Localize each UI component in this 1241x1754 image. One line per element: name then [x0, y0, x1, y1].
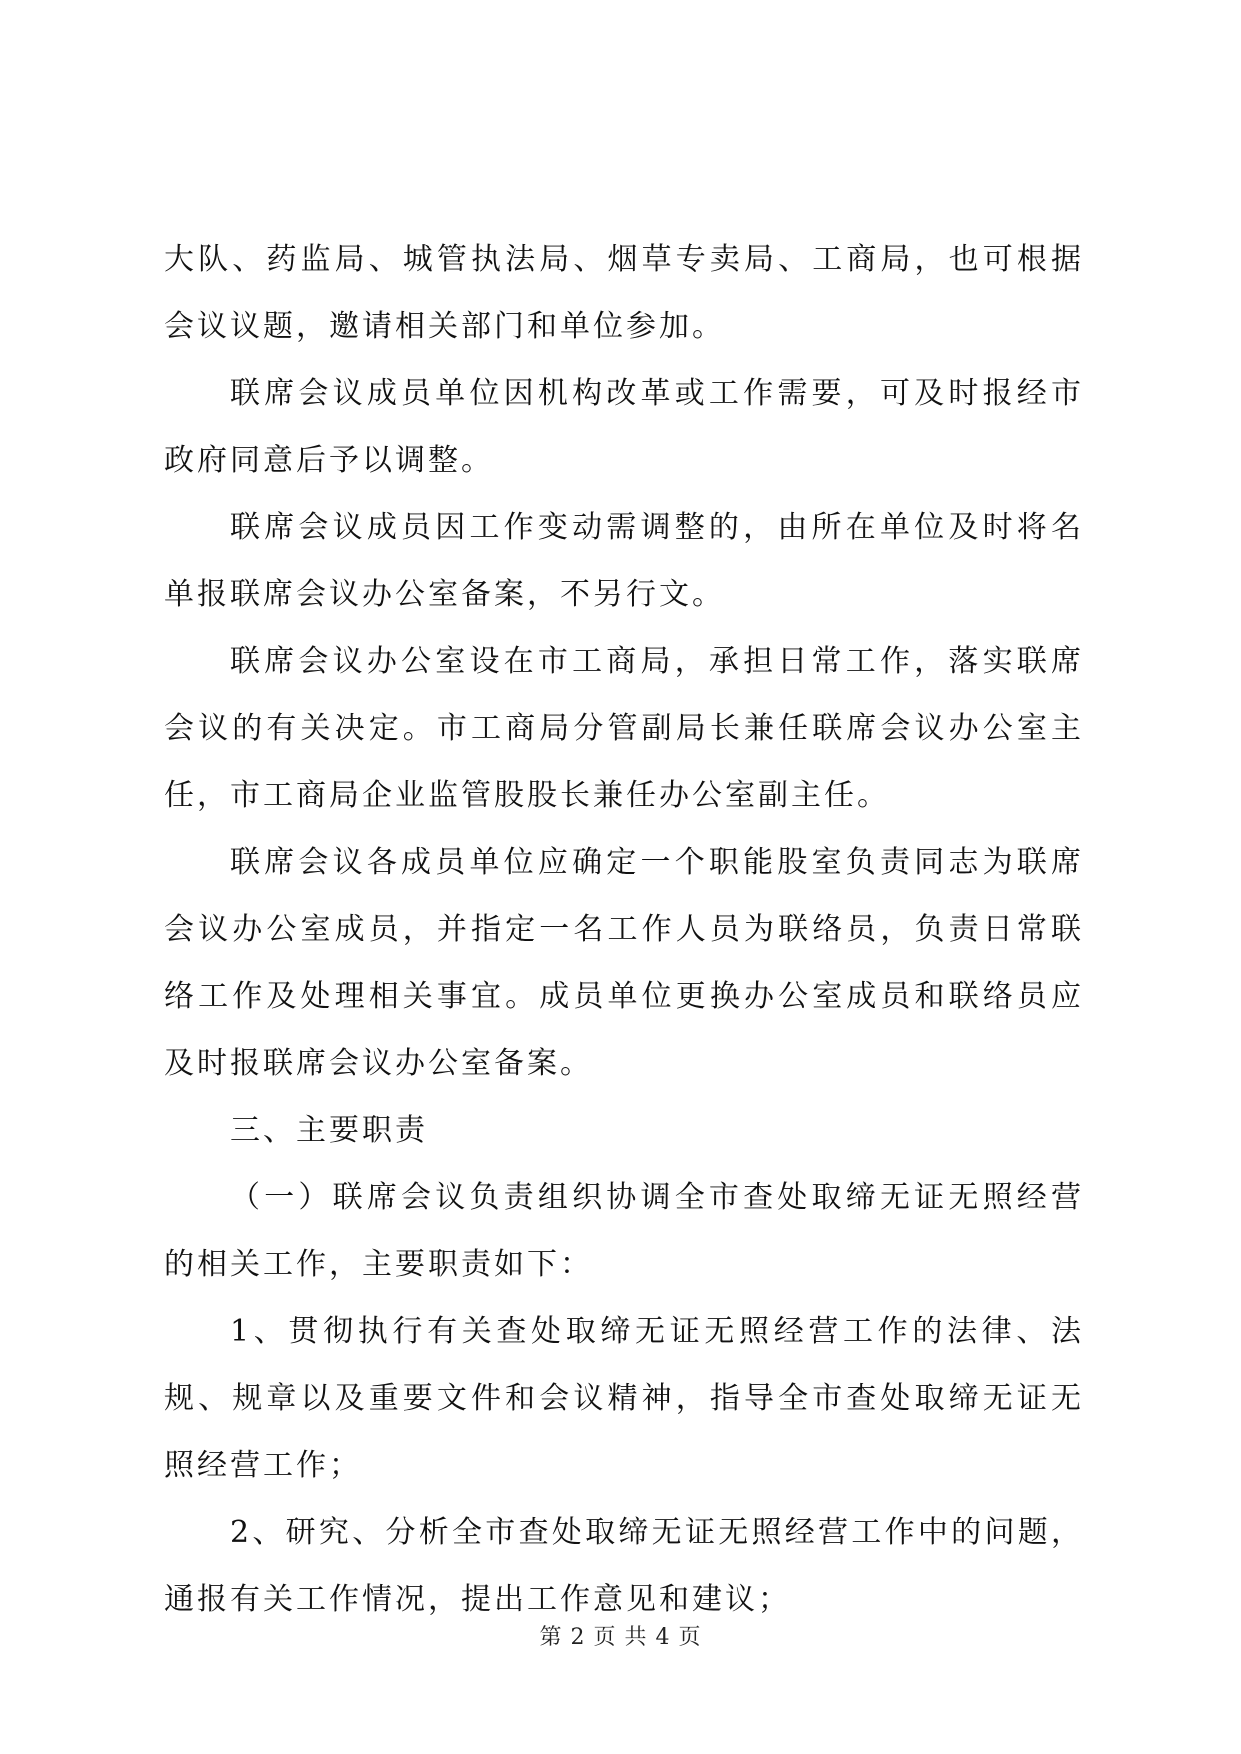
- paragraph-7: （一）联席会议负责组织协调全市查处取缔无证无照经营的相关工作，主要职责如下：: [164, 1180, 1084, 1282]
- paragraph-9: 2、研究、分析全市查处取缔无证无照经营工作中的问题，通报有关工作情况，提出工作意见和建议；: [164, 1515, 1084, 1617]
- paragraph-2: 联席会议成员单位因机构改革或工作需要，可及时报经市政府同意后予以调整。: [164, 376, 1084, 478]
- document-body: [164, 226, 1084, 1633]
- section-heading-main-duties: 三、主要职责: [230, 1113, 428, 1148]
- paragraph-5: 联席会议各成员单位应确定一个职能股室负责同志为联席会议办公室成员，并指定一名工作人员为联络员，负责日常联络工作及处理相关事宜。成员单位更换办公室成员和联络员应及时报联席会议办公室备案。: [164, 845, 1084, 1081]
- paragraph-8: 1、贯彻执行有关查处取缔无证无照经营工作的法律、法规、规章以及重要文件和会议精神，指导全市查处取缔无证无照经营工作；: [164, 1314, 1084, 1483]
- paragraph-4: 联席会议办公室设在市工商局，承担日常工作，落实联席会议的有关决定。市工商局分管副局长兼任联席会议办公室主任，市工商局企业监管股股长兼任办公室副主任。: [164, 644, 1084, 813]
- paragraph-1: 大队、药监局、城管执法局、烟草专卖局、工商局，也可根据会议议题，邀请相关部门和单位参加。: [164, 242, 1084, 344]
- page-footer: 第 2 页 共 4 页: [539, 1625, 702, 1650]
- paragraph-3: 联席会议成员因工作变动需调整的，由所在单位及时将名单报联席会议办公室备案，不另行文。: [164, 510, 1084, 612]
